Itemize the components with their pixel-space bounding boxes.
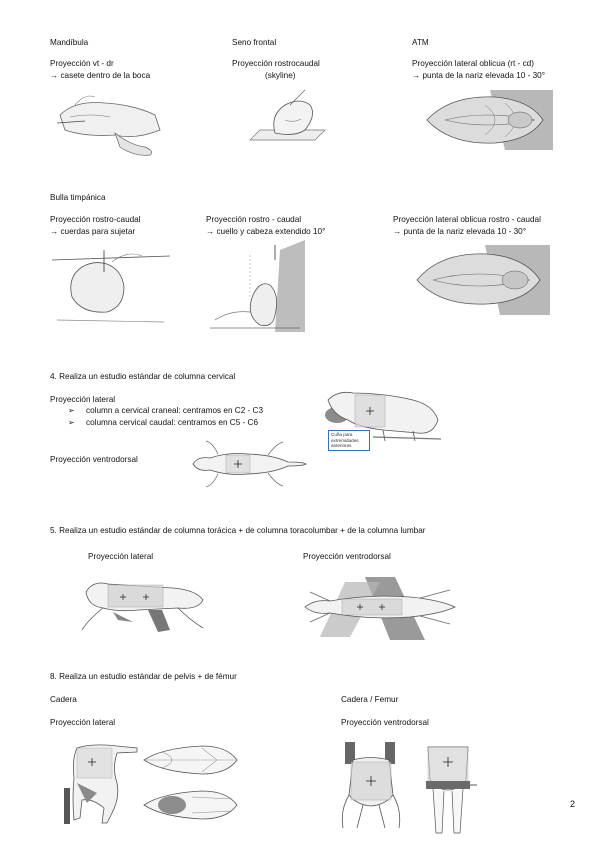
bulla-c-projection: Proyección lateral oblicua rostro - caudal [393, 215, 541, 224]
pelvis-oblique-view-illustration [142, 785, 240, 827]
femur-ventrodorsal-illustration [418, 745, 478, 837]
bulla-rostrocaudal-extended-illustration [205, 240, 305, 332]
cervical-item-2-bullet: ➢ [68, 418, 75, 427]
atm-projection: Proyección lateral oblicua (rt - cd) [412, 59, 534, 68]
page-number: 2 [570, 799, 576, 809]
bulla-a-note: → cuerdas para sujetar [50, 227, 136, 236]
seno-frontal-illustration [245, 85, 330, 155]
atm-title: ATM [412, 38, 429, 47]
cervical-lateral-label: Proyección lateral [50, 395, 116, 404]
cadera-femur-label: Cadera / Femur [341, 695, 399, 704]
bulla-a-projection: Proyección rostro-caudal [50, 215, 141, 224]
cervical-item-2: columna cervical caudal: centramos en C5 - C6 [86, 418, 259, 427]
pelvis-top-view-illustration [142, 740, 240, 782]
thoracic-lateral-label: Proyección lateral [88, 552, 154, 561]
atm-illustration [425, 85, 555, 155]
atm-note: → punta de la nariz elevada 10 - 30° [412, 71, 545, 80]
cadera-label: Cadera [50, 695, 77, 704]
bulla-b-note: → cuello y cabeza extendido 10° [206, 227, 326, 236]
wedge-callout: Cuña para extremidades anteriores [328, 430, 370, 451]
bulla-title: Bulla timpánica [50, 193, 106, 202]
mandibula-title: Mandíbula [50, 38, 89, 47]
cervical-item-1: column a cervical craneal: centramos en C2 - C3 [86, 406, 264, 415]
thoracic-heading: 5. Realiza un estudio estándar de columna torácica + de columna toracolumbar + de la columna lumbar [50, 526, 426, 535]
seno-note: (skyline) [265, 71, 296, 80]
bulla-c-note: → punta de la nariz elevada 10 - 30° [393, 227, 526, 236]
cervical-vd-label: Proyección ventrodorsal [50, 455, 138, 464]
pelvis-lateral-label: Proyección lateral [50, 718, 116, 727]
pelvis-lateral-illustration [62, 738, 140, 826]
thoracic-lateral-illustration [78, 570, 208, 638]
bulla-rostrocaudal-illustration [52, 242, 170, 324]
seno-frontal-title: Seno frontal [232, 38, 277, 47]
cervical-heading: 4. Realiza un estudio estándar de columna cervical [50, 372, 236, 381]
thoracic-ventrodorsal-illustration [300, 572, 460, 642]
cervical-item-1-bullet: ➢ [68, 406, 75, 415]
pelvis-heading: 8. Realiza un estudio estándar de pelvis + de fémur [50, 672, 237, 681]
mandibula-illustration [55, 85, 165, 160]
bulla-b-projection: Proyección rostro - caudal [206, 215, 302, 224]
mandibula-note: → casete dentro de la boca [50, 71, 151, 80]
thoracic-vd-label: Proyección ventrodorsal [303, 552, 391, 561]
bulla-lateral-oblique-illustration [415, 240, 550, 318]
cervical-ventrodorsal-illustration [188, 438, 308, 490]
seno-projection: Proyección rostrocaudal [232, 59, 320, 68]
pelvis-vd-label: Proyección ventrodorsal [341, 718, 429, 727]
mandibula-projection: Proyección vt - dr [50, 59, 114, 68]
pelvis-ventrodorsal-illustration [335, 740, 407, 832]
